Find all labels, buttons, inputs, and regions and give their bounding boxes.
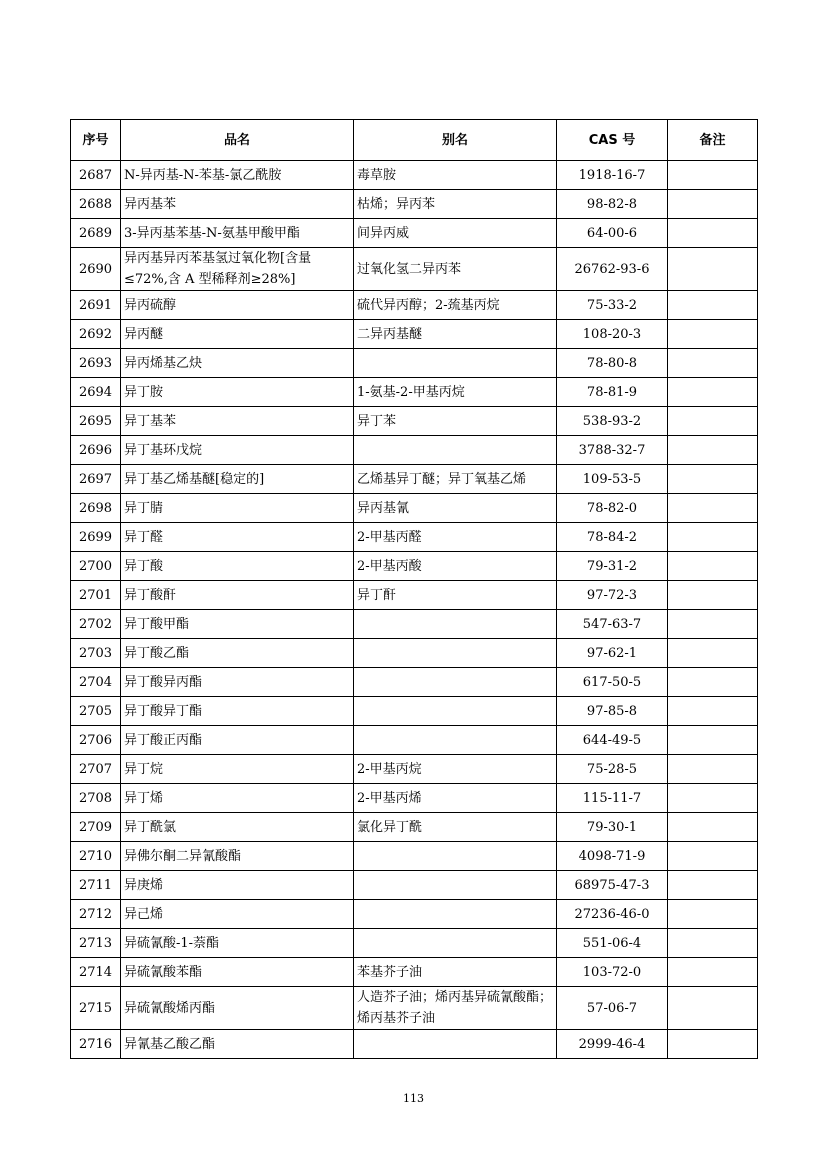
- header-note: 备注: [668, 120, 758, 161]
- cell-seq: 2712: [71, 900, 121, 929]
- cell-seq: 2706: [71, 726, 121, 755]
- cell-name: 异丁酸正丙酯: [121, 726, 354, 755]
- cell-alias: 异丁苯: [354, 407, 557, 436]
- cell-alias: 2-甲基丙酸: [354, 552, 557, 581]
- cell-seq: 2703: [71, 639, 121, 668]
- cell-seq: 2715: [71, 987, 121, 1030]
- cell-cas: 78-81-9: [557, 378, 668, 407]
- cell-cas: 78-80-8: [557, 349, 668, 378]
- cell-note: [668, 291, 758, 320]
- cell-cas: 109-53-5: [557, 465, 668, 494]
- cell-cas: 547-63-7: [557, 610, 668, 639]
- cell-note: [668, 523, 758, 552]
- cell-seq: 2699: [71, 523, 121, 552]
- table-row: [71, 755, 758, 784]
- cell-alias: [354, 871, 557, 900]
- cell-note: [668, 639, 758, 668]
- cell-note: [668, 465, 758, 494]
- chemical-list-table: [70, 119, 758, 1059]
- table-row: [71, 523, 758, 552]
- cell-note: [668, 842, 758, 871]
- table-row: [71, 349, 758, 378]
- cell-seq: 2701: [71, 581, 121, 610]
- cell-cas: 617-50-5: [557, 668, 668, 697]
- cell-note: [668, 248, 758, 291]
- cell-cas: 4098-71-9: [557, 842, 668, 871]
- cell-note: [668, 726, 758, 755]
- cell-alias: [354, 610, 557, 639]
- cell-seq: 2696: [71, 436, 121, 465]
- table-row: [71, 842, 758, 871]
- cell-cas: 1918-16-7: [557, 161, 668, 190]
- cell-note: [668, 219, 758, 248]
- cell-note: [668, 190, 758, 219]
- cell-alias: 乙烯基异丁醚；异丁氧基乙烯: [354, 465, 557, 494]
- cell-seq: 2698: [71, 494, 121, 523]
- table-row: [71, 987, 758, 1030]
- cell-note: [668, 436, 758, 465]
- cell-name: 异硫氰酸烯丙酯: [121, 987, 354, 1030]
- cell-alias: [354, 842, 557, 871]
- table-row: [71, 407, 758, 436]
- cell-cas: 97-72-3: [557, 581, 668, 610]
- cell-alias: [354, 349, 557, 378]
- cell-seq: 2687: [71, 161, 121, 190]
- cell-name: 异丁酸酐: [121, 581, 354, 610]
- cell-name: 异丁酰氯: [121, 813, 354, 842]
- header-name: 品名: [121, 120, 354, 161]
- cell-seq: 2709: [71, 813, 121, 842]
- cell-cas: 98-82-8: [557, 190, 668, 219]
- cell-seq: 2691: [71, 291, 121, 320]
- cell-note: [668, 378, 758, 407]
- cell-name: 异丙烯基乙炔: [121, 349, 354, 378]
- cell-seq: 2711: [71, 871, 121, 900]
- cell-note: [668, 697, 758, 726]
- cell-alias: 二异丙基醚: [354, 320, 557, 349]
- header-cas: CAS 号: [557, 120, 668, 161]
- cell-cas: 97-62-1: [557, 639, 668, 668]
- cell-name: 异丁胺: [121, 378, 354, 407]
- cell-name: 异丁烯: [121, 784, 354, 813]
- table-row: [71, 871, 758, 900]
- cell-cas: 103-72-0: [557, 958, 668, 987]
- cell-seq: 2697: [71, 465, 121, 494]
- cell-name: 异丙基异丙苯基氢过氧化物[含量≤72%,含 A 型稀释剂≥28%]: [121, 248, 354, 291]
- cell-alias: 苯基芥子油: [354, 958, 557, 987]
- cell-alias: 过氧化氢二异丙苯: [354, 248, 557, 291]
- cell-name: 异己烯: [121, 900, 354, 929]
- table-row: [71, 639, 758, 668]
- cell-cas: 79-30-1: [557, 813, 668, 842]
- cell-name: 异硫氰酸-1-萘酯: [121, 929, 354, 958]
- table-body: [71, 161, 758, 1059]
- cell-name: 异丙硫醇: [121, 291, 354, 320]
- cell-seq: 2705: [71, 697, 121, 726]
- cell-note: [668, 610, 758, 639]
- cell-name: 异丁酸异丁酯: [121, 697, 354, 726]
- cell-cas: 97-85-8: [557, 697, 668, 726]
- cell-note: [668, 784, 758, 813]
- cell-note: [668, 900, 758, 929]
- cell-note: [668, 407, 758, 436]
- cell-cas: 551-06-4: [557, 929, 668, 958]
- cell-seq: 2688: [71, 190, 121, 219]
- cell-cas: 75-28-5: [557, 755, 668, 784]
- cell-cas: 75-33-2: [557, 291, 668, 320]
- cell-seq: 2695: [71, 407, 121, 436]
- cell-note: [668, 349, 758, 378]
- cell-note: [668, 813, 758, 842]
- cell-name: 异丁酸甲酯: [121, 610, 354, 639]
- table-row: [71, 726, 758, 755]
- cell-alias: 氯化异丁酰: [354, 813, 557, 842]
- header-seq: 序号: [71, 120, 121, 161]
- header-alias: 别名: [354, 120, 557, 161]
- cell-name: 异丁烷: [121, 755, 354, 784]
- table-row: [71, 320, 758, 349]
- table-row: [71, 291, 758, 320]
- cell-cas: 78-82-0: [557, 494, 668, 523]
- cell-name: 异丁基苯: [121, 407, 354, 436]
- table-row: [71, 190, 758, 219]
- chemical-list-table-container: [70, 119, 757, 1059]
- cell-seq: 2689: [71, 219, 121, 248]
- table-row: [71, 1030, 758, 1059]
- cell-alias: 硫代异丙醇；2-巯基丙烷: [354, 291, 557, 320]
- table-row: [71, 494, 758, 523]
- table-row: [71, 813, 758, 842]
- cell-note: [668, 958, 758, 987]
- cell-note: [668, 161, 758, 190]
- cell-note: [668, 320, 758, 349]
- cell-note: [668, 929, 758, 958]
- cell-cas: 3788-32-7: [557, 436, 668, 465]
- cell-alias: 2-甲基丙醛: [354, 523, 557, 552]
- cell-name: 异丙基苯: [121, 190, 354, 219]
- cell-alias: [354, 1030, 557, 1059]
- cell-cas: 644-49-5: [557, 726, 668, 755]
- cell-seq: 2690: [71, 248, 121, 291]
- table-row: [71, 958, 758, 987]
- cell-note: [668, 552, 758, 581]
- cell-alias: [354, 726, 557, 755]
- cell-name: 异庚烯: [121, 871, 354, 900]
- cell-seq: 2692: [71, 320, 121, 349]
- cell-cas: 78-84-2: [557, 523, 668, 552]
- cell-seq: 2704: [71, 668, 121, 697]
- cell-seq: 2694: [71, 378, 121, 407]
- cell-name: 异佛尔酮二异氰酸酯: [121, 842, 354, 871]
- cell-cas: 27236-46-0: [557, 900, 668, 929]
- cell-note: [668, 1030, 758, 1059]
- table-row: [71, 929, 758, 958]
- table-row: [71, 581, 758, 610]
- cell-alias: [354, 929, 557, 958]
- cell-alias: 2-甲基丙烯: [354, 784, 557, 813]
- cell-alias: [354, 436, 557, 465]
- cell-alias: [354, 668, 557, 697]
- table-row: [71, 465, 758, 494]
- cell-alias: 异丁酐: [354, 581, 557, 610]
- cell-alias: [354, 639, 557, 668]
- cell-note: [668, 494, 758, 523]
- cell-alias: 人造芥子油；烯丙基异硫氰酸酯；烯丙基芥子油: [354, 987, 557, 1030]
- table-row: [71, 610, 758, 639]
- cell-cas: 64-00-6: [557, 219, 668, 248]
- cell-alias: 2-甲基丙烷: [354, 755, 557, 784]
- cell-cas: 57-06-7: [557, 987, 668, 1030]
- cell-note: [668, 987, 758, 1030]
- cell-name: 异丙醚: [121, 320, 354, 349]
- cell-seq: 2700: [71, 552, 121, 581]
- cell-seq: 2710: [71, 842, 121, 871]
- cell-note: [668, 668, 758, 697]
- cell-name: 异丁酸: [121, 552, 354, 581]
- table-header-row: [71, 120, 758, 161]
- table-row: [71, 378, 758, 407]
- table-row: [71, 668, 758, 697]
- cell-name: 3-异丙基苯基-N-氨基甲酸甲酯: [121, 219, 354, 248]
- table-row: [71, 248, 758, 291]
- table-row: [71, 552, 758, 581]
- cell-name: 异丁酸乙酯: [121, 639, 354, 668]
- cell-cas: 79-31-2: [557, 552, 668, 581]
- cell-alias: 异丙基氰: [354, 494, 557, 523]
- cell-name: 异丁腈: [121, 494, 354, 523]
- cell-name: 异丁基环戊烷: [121, 436, 354, 465]
- cell-name: 异丁基乙烯基醚[稳定的]: [121, 465, 354, 494]
- cell-seq: 2702: [71, 610, 121, 639]
- table-row: [71, 436, 758, 465]
- cell-note: [668, 755, 758, 784]
- cell-name: 异丁醛: [121, 523, 354, 552]
- cell-seq: 2716: [71, 1030, 121, 1059]
- cell-alias: [354, 697, 557, 726]
- cell-note: [668, 871, 758, 900]
- cell-name: 异硫氰酸苯酯: [121, 958, 354, 987]
- table-row: [71, 161, 758, 190]
- cell-seq: 2713: [71, 929, 121, 958]
- cell-cas: 68975-47-3: [557, 871, 668, 900]
- cell-cas: 538-93-2: [557, 407, 668, 436]
- cell-seq: 2707: [71, 755, 121, 784]
- cell-alias: 1-氨基-2-甲基丙烷: [354, 378, 557, 407]
- cell-name: 异丁酸异丙酯: [121, 668, 354, 697]
- cell-cas: 26762-93-6: [557, 248, 668, 291]
- cell-seq: 2708: [71, 784, 121, 813]
- cell-alias: 枯烯；异丙苯: [354, 190, 557, 219]
- cell-alias: 毒草胺: [354, 161, 557, 190]
- cell-seq: 2693: [71, 349, 121, 378]
- table-row: [71, 900, 758, 929]
- cell-name: 异氰基乙酸乙酯: [121, 1030, 354, 1059]
- cell-alias: 间异丙威: [354, 219, 557, 248]
- cell-cas: 115-11-7: [557, 784, 668, 813]
- table-row: [71, 219, 758, 248]
- cell-note: [668, 581, 758, 610]
- cell-cas: 2999-46-4: [557, 1030, 668, 1059]
- cell-seq: 2714: [71, 958, 121, 987]
- cell-name: N-异丙基-N-苯基-氯乙酰胺: [121, 161, 354, 190]
- page-number: 113: [403, 1092, 424, 1105]
- cell-alias: [354, 900, 557, 929]
- cell-cas: 108-20-3: [557, 320, 668, 349]
- table-row: [71, 697, 758, 726]
- table-row: [71, 784, 758, 813]
